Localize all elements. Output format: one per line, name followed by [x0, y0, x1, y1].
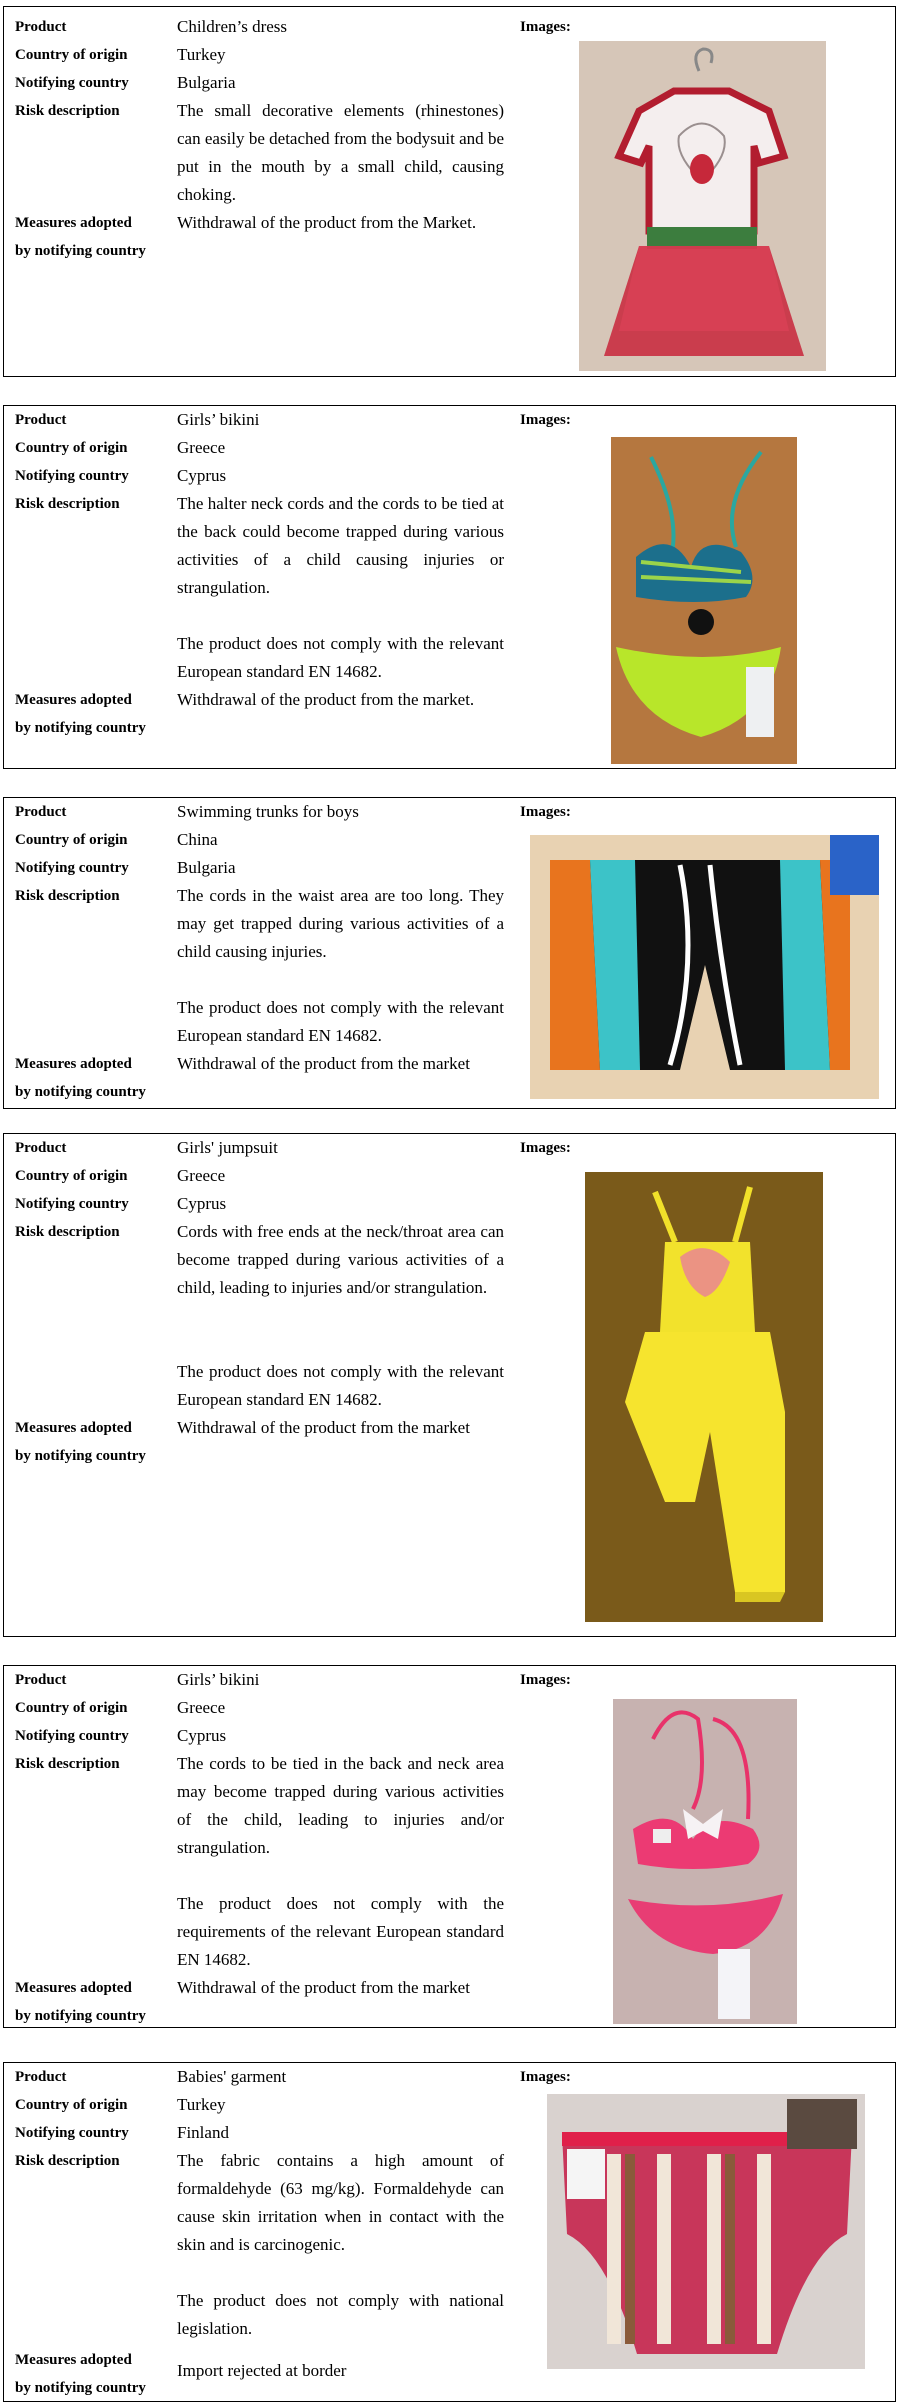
product-card: [3, 797, 896, 1109]
product-name: Swimming trunks for boys: [177, 802, 359, 821]
notifying-country-label: Notifying country: [15, 75, 129, 91]
product-name: Girls' jumpsuit: [177, 1138, 278, 1157]
product-card: [3, 2062, 896, 2402]
compliance-note: The product does not comply with the requirements of the relevant European standard EN 14682.: [177, 1894, 504, 1969]
risk-description: The halter neck cords and the cords to be tied at the back could become trapped during various activities of a child causing injuries or strangulation.: [177, 494, 504, 597]
jumpsuit-photo-icon: [585, 1172, 823, 1622]
measures-label: Measures adopted by notifying country: [15, 215, 146, 259]
product-card: [3, 6, 896, 377]
country-of-origin-label: Country of origin: [15, 47, 128, 63]
product-label: Product: [15, 1140, 67, 1156]
notifying-country-label: Notifying country: [15, 468, 129, 484]
measures-label: Measures adopted by notifying country: [15, 2352, 146, 2396]
notifying-country-label: Notifying country: [15, 1728, 129, 1744]
compliance-note: The product does not comply with national legislation.: [177, 2291, 504, 2338]
product-label: Product: [15, 804, 67, 820]
risk-description-label: Risk description: [15, 888, 120, 904]
notifying-country: Cyprus: [177, 1726, 227, 1745]
swim-trunks-photo-icon: [530, 835, 879, 1099]
product-card: [3, 1665, 896, 2028]
measures-label: Measures adopted by notifying country: [15, 692, 146, 736]
compliance-note: The product does not comply with the relevant European standard EN 14682.: [177, 1362, 504, 1409]
country-of-origin: China: [177, 830, 218, 849]
compliance-note: The product does not comply with the relevant European standard EN 14682.: [177, 634, 504, 681]
risk-description-label: Risk description: [15, 1756, 120, 1772]
risk-description: Cords with free ends at the neck/throat area can become trapped during various activities of a child, leading to injuries and/or strangulation.: [177, 1222, 504, 1297]
images-label: Images:: [520, 2069, 571, 2085]
risk-description-label: Risk description: [15, 2153, 120, 2169]
notifying-country: Bulgaria: [177, 858, 236, 877]
images-label: Images:: [520, 804, 571, 820]
product-name: Children’s dress: [177, 17, 288, 36]
measures-adopted: Import rejected at border: [177, 2361, 347, 2380]
images-label: Images:: [520, 412, 571, 428]
product-name: Girls’ bikini: [177, 1670, 260, 1689]
risk-description-label: Risk description: [15, 1224, 120, 1240]
measures-label: Measures adopted by notifying country: [15, 1056, 146, 1100]
notifying-country-label: Notifying country: [15, 860, 129, 876]
risk-description-label: Risk description: [15, 103, 120, 119]
dress-photo-icon: [579, 41, 826, 371]
country-of-origin-label: Country of origin: [15, 1168, 128, 1184]
country-of-origin-label: Country of origin: [15, 1700, 128, 1716]
baby-garment-photo-icon: [547, 2094, 865, 2369]
measures-adopted: Withdrawal of the product from the Market.: [177, 213, 477, 232]
risk-description: The cords to be tied in the back and neck area may become trapped during various activities of the child, leading to injuries and/or strangulation.: [177, 1754, 504, 1857]
risk-description: The fabric contains a high amount of formaldehyde (63 mg/kg). Formaldehyde can cause skin irritation when in contact with the skin and is carcinogenic.: [177, 2151, 504, 2254]
product-card: [3, 1133, 896, 1637]
product-name: Girls’ bikini: [177, 410, 260, 429]
bikini-photo-icon: [611, 437, 797, 764]
product-label: Product: [15, 1672, 67, 1688]
compliance-note: The product does not comply with the relevant European standard EN 14682.: [177, 998, 504, 1045]
notifying-country: Finland: [177, 2123, 229, 2142]
country-of-origin: Greece: [177, 1166, 226, 1185]
notifying-country: Cyprus: [177, 466, 227, 485]
measures-adopted: Withdrawal of the product from the market: [177, 1054, 470, 1073]
country-of-origin: Greece: [177, 1698, 226, 1717]
images-label: Images:: [520, 19, 571, 35]
product-name: Babies' garment: [177, 2067, 287, 2086]
product-label: Product: [15, 412, 67, 428]
notifying-country: Bulgaria: [177, 73, 236, 92]
images-label: Images:: [520, 1672, 571, 1688]
product-label: Product: [15, 2069, 67, 2085]
notifying-country-label: Notifying country: [15, 2125, 129, 2141]
measures-adopted: Withdrawal of the product from the market.: [177, 690, 475, 709]
images-label: Images:: [520, 1140, 571, 1156]
risk-description: The cords in the waist area are too long. They may get trapped during various activities of a child causing injuries.: [177, 886, 504, 961]
country-of-origin-label: Country of origin: [15, 2097, 128, 2113]
risk-description: The small decorative elements (rhinestones) can easily be detached from the bodysuit and be put in the mouth by a small child, causing choking.: [177, 101, 504, 204]
risk-description-label: Risk description: [15, 496, 120, 512]
country-of-origin: Greece: [177, 438, 226, 457]
country-of-origin-label: Country of origin: [15, 832, 128, 848]
measures-label: Measures adopted by notifying country: [15, 1980, 146, 2024]
notifying-country-label: Notifying country: [15, 1196, 129, 1212]
measures-label: Measures adopted by notifying country: [15, 1420, 146, 1464]
country-of-origin: Turkey: [177, 2095, 226, 2114]
country-of-origin: Turkey: [177, 45, 226, 64]
country-of-origin-label: Country of origin: [15, 440, 128, 456]
product-label: Product: [15, 19, 67, 35]
measures-adopted: Withdrawal of the product from the market: [177, 1418, 470, 1437]
measures-adopted: Withdrawal of the product from the market: [177, 1978, 470, 1997]
bikini-photo-icon: [613, 1699, 797, 2024]
notifying-country: Cyprus: [177, 1194, 227, 1213]
product-card: [3, 405, 896, 769]
